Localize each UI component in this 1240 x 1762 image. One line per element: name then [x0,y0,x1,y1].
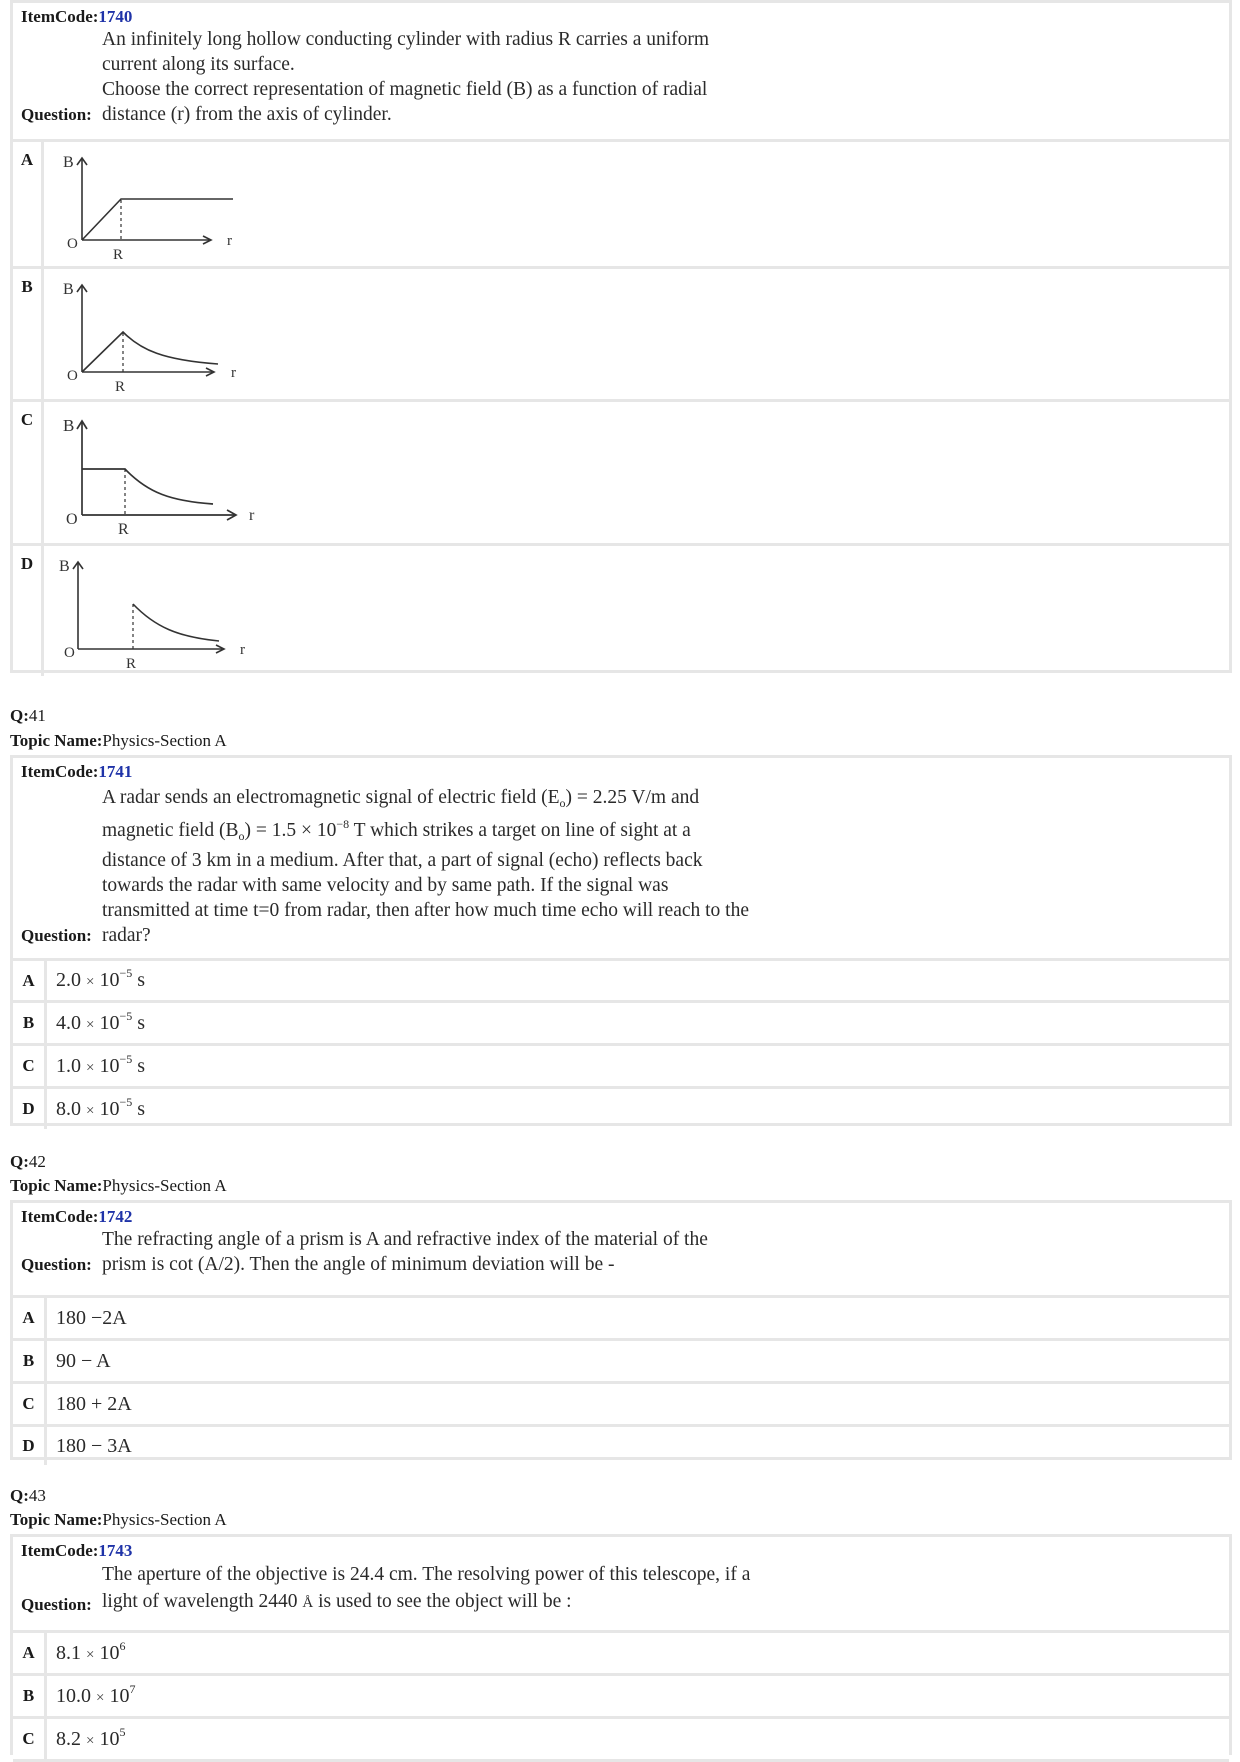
option-letter: B [13,1676,47,1716]
text-run: light of wavelength 2440 [102,1591,303,1612]
question-line: An infinitely long hollow conducting cylinder with radius R carries a uniform [102,29,710,50]
topic-name-42 [10,1174,227,1198]
option-text [47,1724,126,1751]
unit: s [132,1097,146,1120]
mantissa: 8.2 [56,1727,81,1750]
question-line: The refracting angle of a prism is A and refractive index of the material of the [102,1229,708,1250]
q-number: 42 [28,1152,46,1171]
graph-option-c [53,405,293,540]
question-stem [13,758,1229,961]
option-text: 180 −2A [56,1306,127,1329]
origin-label: O [66,511,78,528]
unit: s [132,969,146,991]
times-sign: × [86,1102,95,1119]
field-curve [82,199,233,240]
q-label: Q: [10,1152,29,1171]
question-card-1741 [10,755,1232,1126]
item-code-label: ItemCode: [21,7,99,26]
option-letter: B [13,1341,47,1381]
option-a[interactable] [13,961,1229,1003]
item-code-line [21,762,1229,782]
question-label: Question: [21,105,92,124]
question-stem [13,3,1229,142]
item-code-line [21,1541,1229,1561]
field-curve [133,604,219,641]
times-sign: × [86,1016,95,1033]
option-graph [44,145,293,263]
question-line: distance of 3 km in a medium. After that, a part of signal (echo) reflects back [102,850,703,871]
option-text [47,1681,136,1708]
question-line: The aperture of the objective is 24.4 cm. The resolving power of this telescope, if a [102,1564,751,1585]
option-letter: A [13,142,44,266]
question-text [101,1227,708,1277]
question-line: towards the radar with same velocity and by same path. If the signal was [102,875,669,896]
exponent: −5 [119,1094,133,1109]
question-line: distance (r) from the axis of cylinder. [102,104,392,125]
option-letter: D [13,546,44,676]
times-sign: × [86,1646,95,1663]
field-curve [82,469,213,504]
item-code-value: 1741 [98,762,133,781]
question-number-43 [10,1484,46,1508]
option-d[interactable] [13,1427,1229,1465]
base: 10 [99,1097,120,1120]
q-number: 41 [28,706,46,725]
times-sign: × [96,1689,105,1706]
topic-name-43 [10,1508,227,1532]
q-label: Q: [10,1486,29,1505]
question-line [102,814,749,848]
option-a[interactable] [13,1633,1229,1676]
unit: s [132,1054,146,1077]
times-sign: × [86,974,95,990]
base: 10 [99,1641,120,1664]
item-code-value: 1742 [98,1207,133,1226]
item-code-line [21,7,1229,27]
origin-label: O [64,645,75,661]
option-c[interactable] [13,402,1229,546]
question-card-1743 [10,1534,1232,1755]
question-line: radar? [102,925,151,946]
option-letter: A [13,1298,47,1338]
option-text: 180 − 3A [56,1434,132,1457]
radius-label: R [126,656,137,672]
radius-label: R [118,521,129,538]
subscript: o [559,796,566,810]
base: 10 [99,1727,120,1750]
option-text [47,1638,126,1665]
item-code-label: ItemCode: [21,1207,99,1226]
question-line: transmitted at time t=0 from radar, then after how much time echo will reach to the [102,900,749,921]
question-number-41 [10,704,46,728]
topic-value: Physics-Section A [102,1510,227,1529]
question-text [101,782,749,948]
option-c[interactable] [13,1719,1229,1762]
option-a[interactable] [13,1298,1229,1341]
q-label: Q: [10,706,29,725]
mantissa: 2.0 [56,969,81,991]
question-label: Question: [21,926,92,945]
base: 10 [99,969,120,991]
option-c[interactable] [13,1046,1229,1089]
option-letter: C [13,1384,47,1424]
topic-name-41 [10,729,227,753]
option-letter: A [13,961,47,1000]
question-text [101,27,709,127]
exponent: −5 [119,1051,133,1066]
question-number-42 [10,1150,46,1174]
x-axis-label: r [240,642,245,658]
text-run: ) = 2.25 V/m and [565,787,700,808]
exponent: −5 [119,966,133,980]
question-stem [13,1203,1229,1298]
option-b[interactable] [13,269,1229,402]
origin-label: O [67,236,78,252]
option-text: 180 + 2A [56,1392,132,1415]
x-axis-label: r [249,507,255,524]
exponent: −5 [119,1008,133,1023]
mantissa: 4.0 [56,1011,81,1034]
topic-label: Topic Name: [10,731,103,750]
item-code-value: 1743 [98,1541,133,1560]
graph-option-a [53,145,293,263]
option-d[interactable] [13,546,1229,676]
option-b[interactable] [13,1003,1229,1046]
radius-label: R [115,379,126,395]
topic-value: Physics-Section A [102,1176,227,1195]
option-graph [44,405,293,540]
mantissa: 8.1 [56,1641,81,1664]
question-card-1742 [10,1200,1232,1460]
mantissa: 8.0 [56,1097,81,1120]
exponent: 6 [119,1638,126,1653]
question-line [102,782,749,814]
question-label: Question: [21,1255,92,1274]
base: 10 [99,1054,120,1077]
y-axis-label: B [63,416,75,435]
x-axis-label: r [231,365,236,381]
exponent: 5 [119,1724,126,1739]
topic-value: Physics-Section A [102,731,227,750]
y-axis-label: B [63,281,74,298]
graph-option-b [53,272,293,396]
y-axis-label: B [59,558,70,575]
item-code-line [21,1207,1229,1227]
option-letter: D [13,1089,47,1129]
item-code-label: ItemCode: [21,1541,99,1560]
q-number: 43 [28,1486,46,1505]
option-letter: B [13,1003,47,1043]
question-label: Question: [21,1595,92,1614]
base: 10 [99,1011,120,1034]
option-graph [44,272,293,396]
times-sign: × [86,1732,95,1749]
exponent: 7 [129,1681,136,1696]
option-text: 90 − A [56,1349,111,1372]
option-b[interactable] [13,1341,1229,1384]
unit: s [132,1011,146,1034]
superscript: −8 [336,817,350,831]
text-run: is used to see the object will be : [313,1591,572,1612]
times-sign: × [86,1059,95,1076]
option-graph [44,549,293,673]
text-run: magnetic field (B [102,820,239,841]
option-letter: A [13,1633,47,1673]
option-letter: C [13,402,44,543]
graph-option-d [53,549,293,673]
subscript: o [238,829,245,843]
origin-label: O [67,368,78,384]
x-axis-label: r [227,233,232,249]
text-run: A radar sends an electromagnetic signal of electric field (E [102,787,560,808]
item-code-label: ItemCode: [21,762,99,781]
mantissa: 1.0 [56,1054,81,1077]
option-c[interactable] [13,1384,1229,1427]
angstrom-symbol: Å [302,1595,314,1611]
field-curve [82,332,218,372]
option-text [47,1051,146,1078]
mantissa: 10.0 [56,1684,91,1707]
option-letter: D [13,1427,47,1465]
option-a[interactable] [13,142,1229,269]
radius-label: R [113,247,124,263]
option-text [47,1008,146,1035]
question-stem [13,1537,1229,1633]
text-run: T which strikes a target on line of sight at a [349,820,691,841]
question-text [101,1561,750,1617]
text-run: ) = 1.5 × 10 [244,820,337,841]
question-line: current along its surface. [102,54,295,75]
question-line: prism is cot (A/2). Then the angle of minimum deviation will be - [102,1254,615,1275]
y-axis-label: B [63,154,74,171]
option-text [47,966,146,992]
question-line: Choose the correct representation of magnetic field (B) as a function of radial [102,79,708,100]
question-card-1740 [10,0,1232,673]
option-d[interactable] [13,1089,1229,1129]
base: 10 [109,1684,130,1707]
topic-label: Topic Name: [10,1510,103,1529]
question-line [102,1588,750,1617]
option-b[interactable] [13,1676,1229,1719]
option-letter: B [13,269,44,399]
topic-label: Topic Name: [10,1176,103,1195]
option-letter: C [13,1046,47,1086]
item-code-value: 1740 [98,7,133,26]
option-text [47,1094,146,1121]
option-letter: C [13,1719,47,1759]
